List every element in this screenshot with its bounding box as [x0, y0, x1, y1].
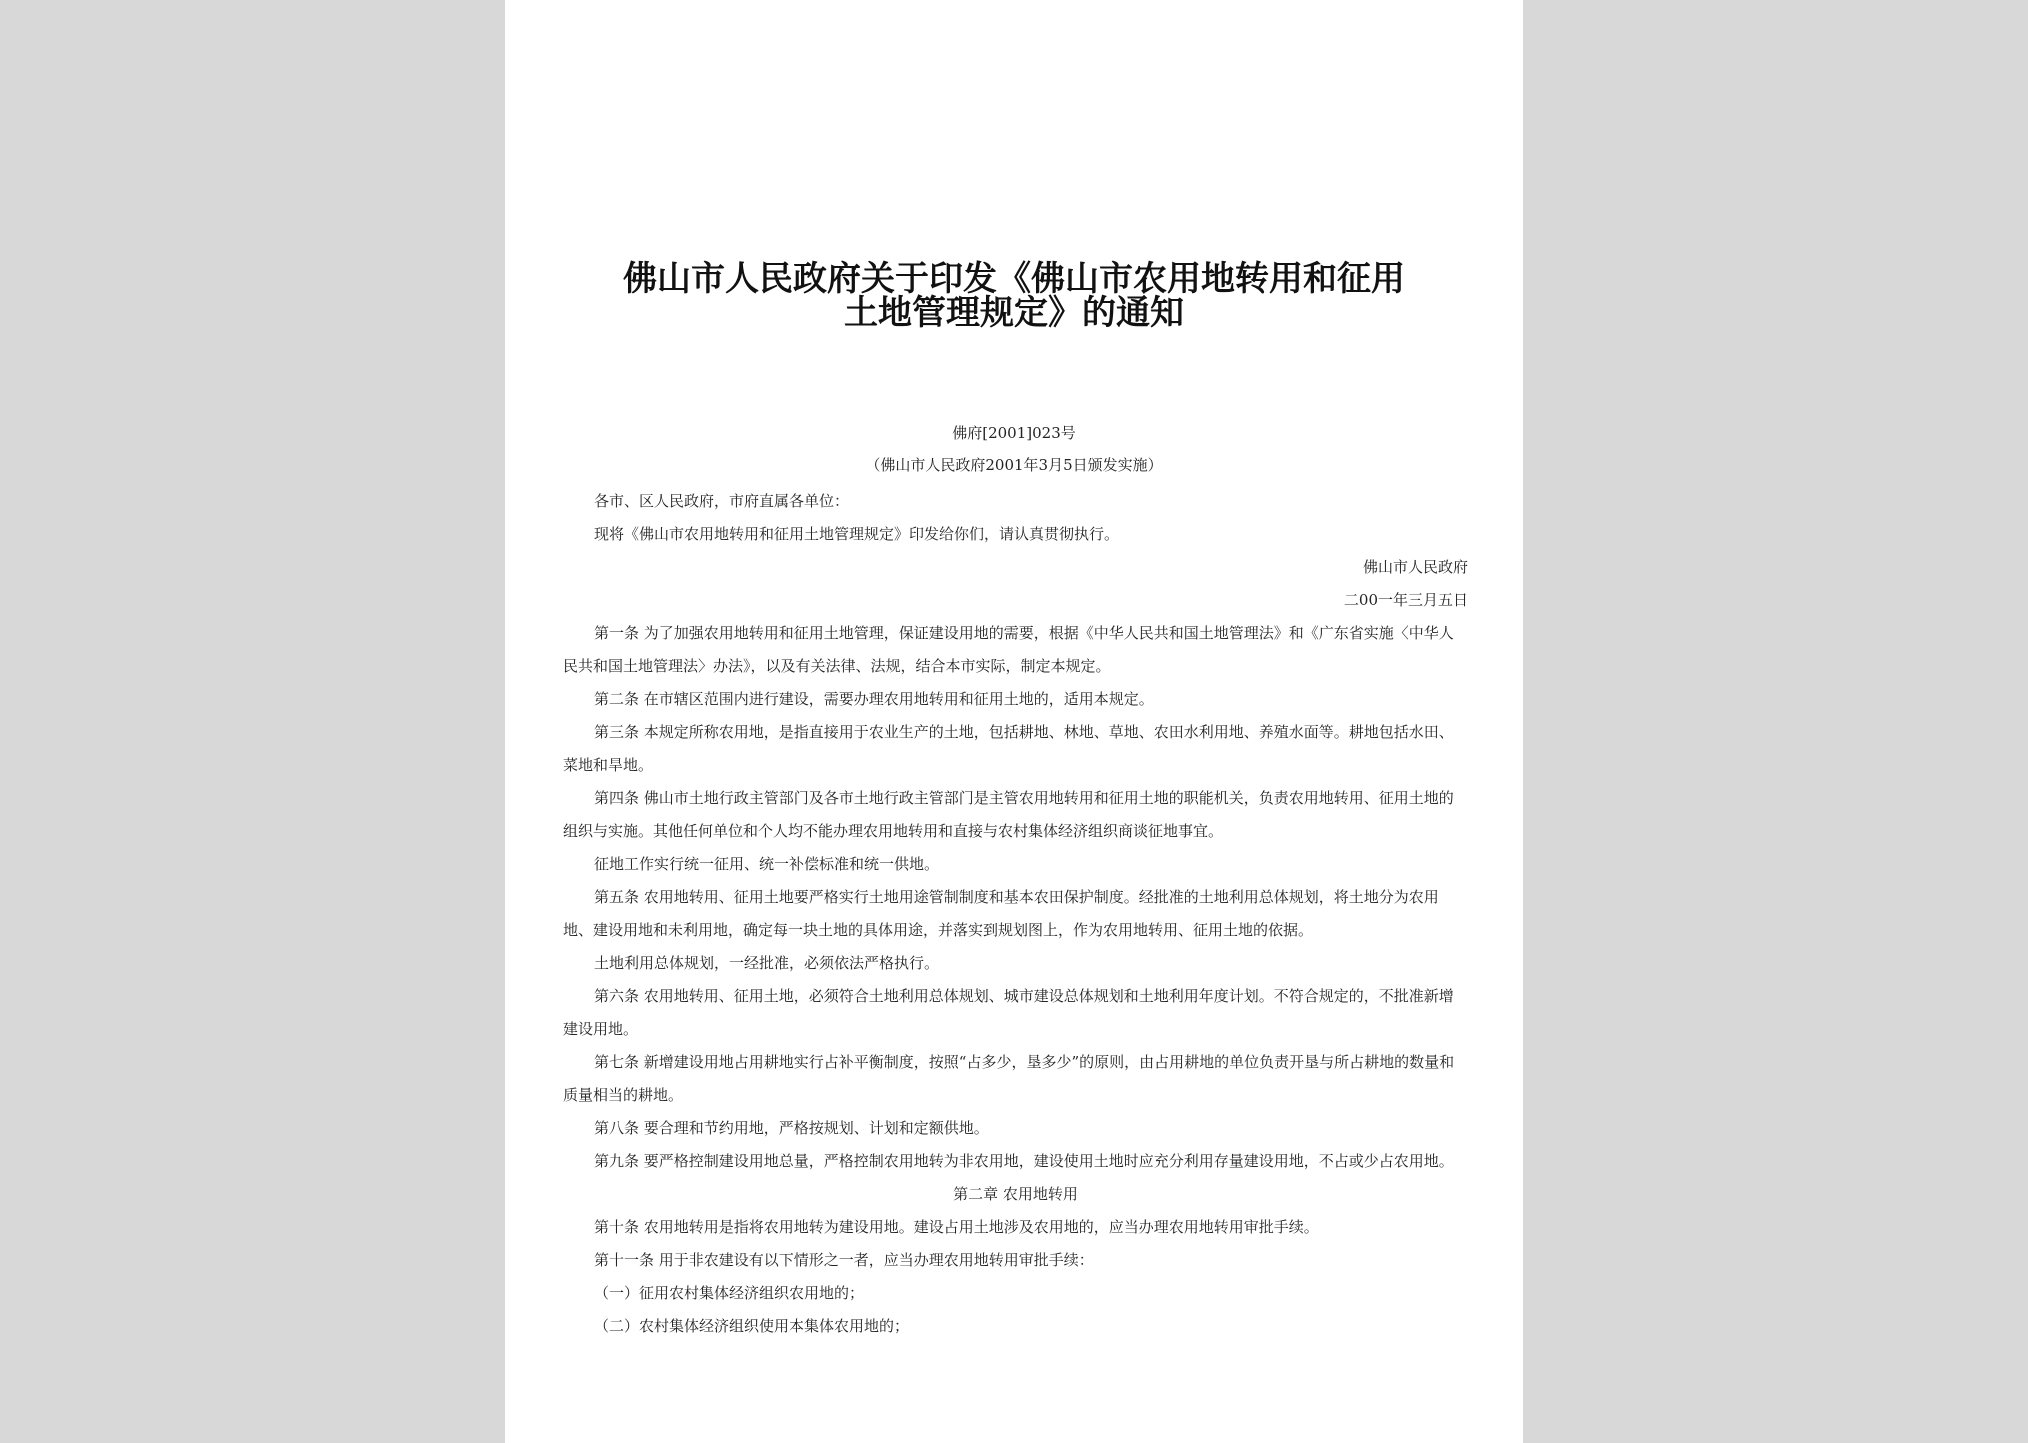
paragraph: 二00一年三月五日: [1343, 591, 1468, 609]
paragraph: 佛山市人民政府: [1362, 558, 1468, 576]
paragraph: 第三条 本规定所称农用地，是指直接用于农业生产的土地，包括耕地、林地、草地、农田水利用地、养殖水面等。耕地包括水田、菜地和旱地。: [563, 723, 1454, 774]
title-line-2: 土地管理规定》的通知: [844, 293, 1184, 333]
paragraph: 征地工作实行统一征用、统一补偿标准和统一供地。: [594, 855, 940, 873]
paragraph: 第五条 农用地转用、征用土地要严格实行土地用途管制制度和基本农田保护制度。经批准的土地利用总体规划，将土地分为农用地、建设用地和未利用地，确定每一块土地的具体用途，并落实到规划图上，作为农用地转用、征用土地的依据。: [563, 888, 1439, 939]
document-number: 佛府[2001]023号: [952, 424, 1076, 442]
paragraph: 第四条 佛山市土地行政主管部门及各市土地行政主管部门是主管农用地转用和征用土地的职能机关，负责农用地转用、征用土地的组织与实施。其他任何单位和个人均不能办理农用地转用和直接与农村集体经济组织商谈征地事宜。: [563, 789, 1454, 840]
paragraph: 第九条 要严格控制建设用地总量，严格控制农用地转为非农用地，建设使用土地时应充分利用存量建设用地，不占或少占农用地。: [594, 1152, 1454, 1170]
paragraph: 现将《佛山市农用地转用和征用土地管理规定》印发给你们，请认真贯彻执行。: [594, 525, 1120, 543]
paragraph: （二）农村集体经济组织使用本集体农用地的；: [594, 1317, 910, 1335]
paragraph: 第八条 要合理和节约用地，严格按规划、计划和定额供地。: [594, 1119, 989, 1137]
document-page: [505, 0, 1523, 1443]
title-line-1: 佛山市人民政府关于印发《佛山市农用地转用和征用: [623, 259, 1405, 299]
paragraph: 第十条 农用地转用是指将农用地转为建设用地。建设占用土地涉及农用地的，应当办理农用地转用审批手续。: [594, 1218, 1319, 1236]
chapter-heading: 第二章 农用地转用: [953, 1185, 1078, 1203]
paragraph: 土地利用总体规划，一经批准，必须依法严格执行。: [594, 954, 940, 972]
paragraph: 第二条 在市辖区范围内进行建设，需要办理农用地转用和征用土地的，适用本规定。: [594, 690, 1154, 708]
paragraph: 第十一条 用于非农建设有以下情形之一者，应当办理农用地转用审批手续：: [594, 1251, 1094, 1269]
issued-note: （佛山市人民政府2001年3月5日颁发实施）: [865, 456, 1163, 474]
paragraph: 各市、区人民政府，市府直属各单位：: [594, 492, 850, 510]
paragraph: （一）征用农村集体经济组织农用地的；: [594, 1284, 865, 1302]
document-title: [505, 259, 1523, 333]
document-body: [563, 485, 1468, 1343]
paragraph: 第一条 为了加强农用地转用和征用土地管理，保证建设用地的需要，根据《中华人民共和国土地管理法》和《广东省实施〈中华人民共和国土地管理法〉办法》，以及有关法律、法规，结合本市实际，制定本规定。: [563, 624, 1454, 675]
paragraph: 第七条 新增建设用地占用耕地实行占补平衡制度，按照“占多少，垦多少”的原则，由占用耕地的单位负责开垦与所占耕地的数量和质量相当的耕地。: [563, 1053, 1455, 1104]
paragraph: 第六条 农用地转用、征用土地，必须符合土地利用总体规划、城市建设总体规划和土地利用年度计划。不符合规定的，不批准新增建设用地。: [563, 987, 1454, 1038]
